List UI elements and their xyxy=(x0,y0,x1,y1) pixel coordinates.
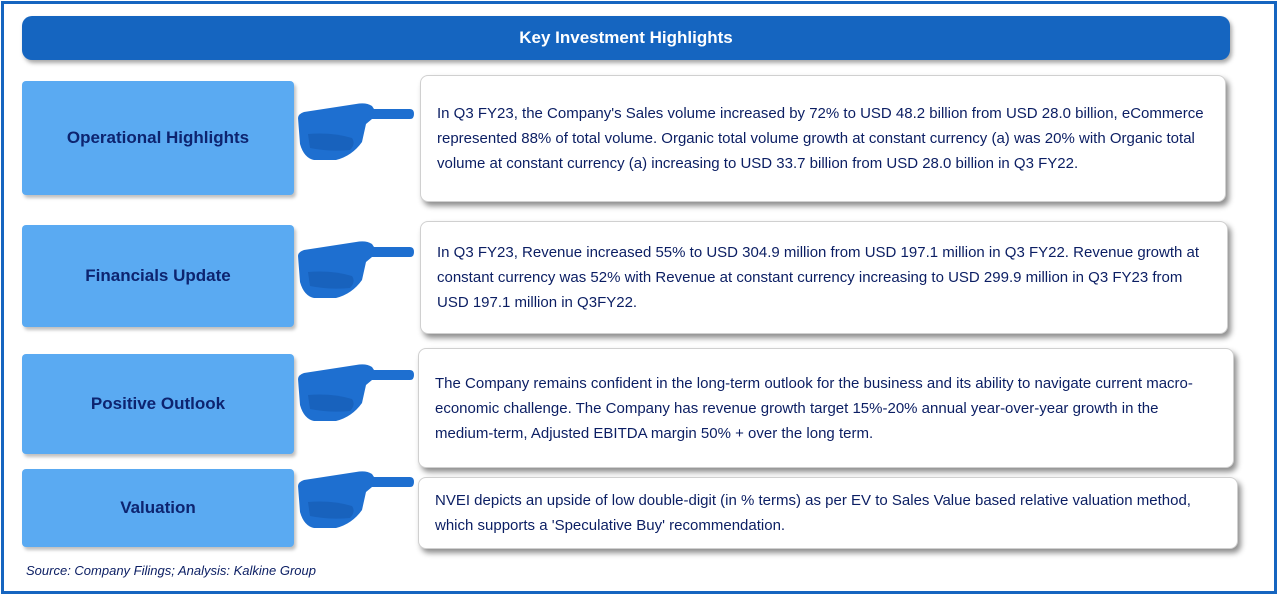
positive-outlook-text: The Company remains confident in the long-term outlook for the business and its ability to navigate current macro-economic challenge. The Company has revenue growth target 15%-20% annual year-over-year growth in the medium-term, Adjusted EBITDA margin 50% + over the long term. xyxy=(435,374,1193,442)
pointing-hand-icon xyxy=(292,355,416,435)
text-box-valuation xyxy=(418,477,1238,549)
label-valuation: Valuation xyxy=(22,469,294,547)
operational-highlights-text: In Q3 FY23, the Company's Sales volume increased by 72% to USD 48.2 billion from USD 28.0 billion, eCommerce represented 88% of total volume. Organic total volume growth at constant currency (a) was 20% with Organic total volume at constant currency (a) increasing to USD 33.7 billion from USD 28.0 billion in Q3 FY22. xyxy=(437,105,1204,172)
label-operational-highlights: Operational Highlights xyxy=(22,81,294,195)
pointing-hand-icon xyxy=(292,462,416,542)
financials-update-text: In Q3 FY23, Revenue increased 55% to USD 304.9 million from USD 197.1 million in Q3 FY22. Revenue growth at constant currency was 52% with Revenue at constant currency increasing to USD 299.9 million in Q3 FY23 from USD 197.1 million in Q3FY22. xyxy=(437,244,1200,311)
text-box-financials-update xyxy=(420,221,1228,334)
valuation-text: NVEI depicts an upside of low double-digit (in % terms) as per EV to Sales Value based relative valuation method, which supports a 'Speculative Buy' recommendation. xyxy=(435,492,1191,534)
text-box-operational-highlights xyxy=(420,75,1226,202)
source-note: Source: Company Filings; Analysis: Kalkine Group xyxy=(26,563,316,578)
label-positive-outlook: Positive Outlook xyxy=(22,354,294,454)
pointing-hand-icon xyxy=(292,232,416,312)
page-title: Key Investment Highlights xyxy=(22,16,1230,60)
text-box-positive-outlook xyxy=(418,348,1234,468)
label-financials-update: Financials Update xyxy=(22,225,294,327)
pointing-hand-icon xyxy=(292,94,416,174)
